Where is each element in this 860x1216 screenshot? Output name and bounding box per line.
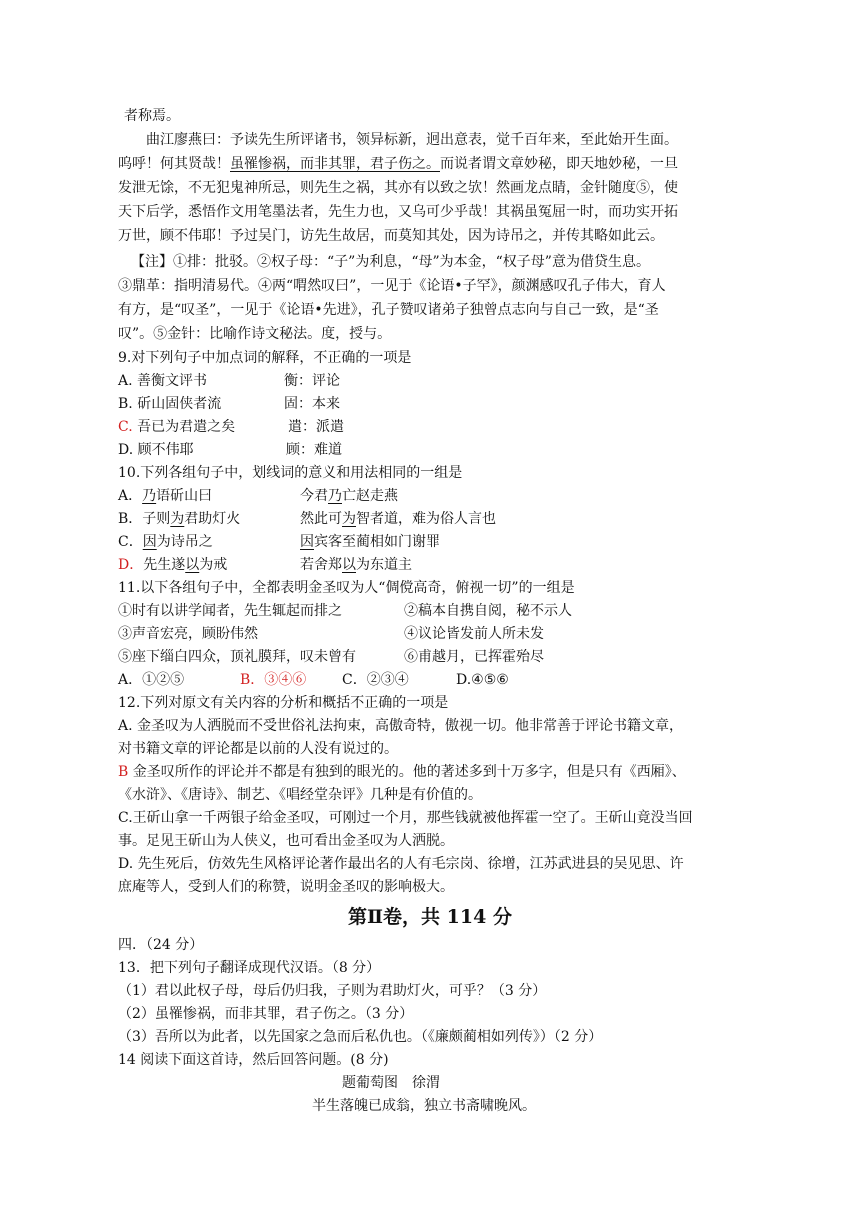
underlined-word: 因 bbox=[300, 534, 314, 550]
q12-option-c-line-1: C.王斫山拿一千两银子给金圣叹，可刚过一个月，那些钱就被他挥霍一空了。王斫山竟没当回 bbox=[118, 810, 693, 826]
passage-line-3-end: 而说者谓文章妙秘，即天地妙秘，一旦 bbox=[440, 156, 678, 172]
q11-item-3: ③声音宏亮，顾盼伟然 bbox=[118, 626, 258, 642]
note-line-1: 【注】①排：批驳。②权子母：“子”为利息，“母”为本金，“权子母”意为借贷生息。 bbox=[131, 254, 650, 270]
option-text: 吾已为君遣之矣 bbox=[137, 419, 236, 435]
q9-gloss-c: 遣：派遣 bbox=[288, 419, 344, 435]
underlined-word: 为 bbox=[342, 511, 356, 527]
note-line-2: ③鼎革：指明清易代。④两“喟然叹曰”，一见于《论语•子罕》，颜渊感叹孔子伟大，育人 bbox=[118, 278, 666, 294]
option-label: A． bbox=[118, 488, 143, 504]
part-four-label: 四．（24 分） bbox=[118, 937, 204, 953]
text-segment: 子则 bbox=[142, 511, 171, 527]
option-text: 斫山固侠者流 bbox=[137, 396, 222, 412]
underlined-word: 乃 bbox=[142, 488, 157, 504]
q14-stem: 14 阅读下面这首诗，然后回答问题。(8 分) bbox=[118, 1052, 389, 1068]
q10-compare-d bbox=[300, 555, 412, 575]
text-segment: 亡赵走燕 bbox=[342, 488, 398, 504]
q13-item-2: （2）虽罹惨祸，而非其罪，君子伤之。（3 分） bbox=[118, 1006, 414, 1022]
section-heading: 第Ⅱ卷，共 114 分 bbox=[348, 906, 512, 928]
q12-option-d-line-2: 庶庵等人，受到人们的称赞，说明金圣叹的影响极大。 bbox=[118, 879, 454, 895]
underlined-sentence: 虽罹惨祸，而非其罪，君子伤之。 bbox=[230, 156, 440, 172]
underlined-word: 因 bbox=[142, 534, 157, 550]
q13-stem: 13．把下列句子翻译成现代汉语。（8 分） bbox=[118, 960, 381, 976]
answer-option-label: C. bbox=[118, 419, 133, 435]
q10-option-c bbox=[118, 532, 213, 552]
text-segment: 语斫山曰 bbox=[156, 488, 213, 504]
q12-option-a-line-1: A. 金圣叹为人洒脱而不受世俗礼法拘束，高傲奇特，傲视一切。他非常善于评论书籍文章， bbox=[118, 718, 684, 734]
q10-option-b bbox=[118, 509, 240, 529]
poem-line-1: 半生落魄已成翁，独立书斋啸晚风。 bbox=[312, 1098, 536, 1114]
q12-option-d-line-1: D. 先生死后，仿效先生风格评论著作最出名的人有毛宗岗、徐增，江苏武进县的吴见思、许 bbox=[118, 856, 684, 872]
answer-option-label: D． bbox=[118, 557, 144, 573]
q13-item-1: （1）君以此权子母，母后仍归我，子则为君助灯火，可乎？（3 分） bbox=[118, 983, 547, 999]
q11-item-4: ④议论皆发前人所未发 bbox=[404, 626, 544, 642]
q12-option-a-line-2: 对书籍文章的评论都是以前的人没有说过的。 bbox=[118, 741, 398, 757]
text-segment: 然此可 bbox=[300, 511, 342, 527]
q12-option-b-line-2: 《水浒》、《唐诗》、制艺、《唱经堂杂评》几种是有价值的。 bbox=[118, 787, 482, 803]
q9-option-c bbox=[118, 417, 235, 437]
text-segment: 为东道主 bbox=[356, 557, 412, 573]
passage-line-4: 发泄无馀，不无犯鬼神所忌，则先生之祸，其亦有以致之欤！然画龙点睛，金针随度⑤，使 bbox=[118, 180, 678, 196]
q11-item-1: ①时有以讲学闻者，先生辄起而排之 bbox=[118, 603, 342, 619]
q9-option-a bbox=[118, 371, 207, 391]
q11-option-c: C．②③④ bbox=[342, 672, 409, 688]
q12-stem: 12.下列对原文有关内容的分析和概括不正确的一项是 bbox=[118, 695, 449, 711]
q9-gloss-b: 固：本来 bbox=[284, 396, 340, 412]
q9-option-b bbox=[118, 394, 221, 414]
q11-item-6: ⑥甫越月，已挥霍殆尽 bbox=[404, 649, 544, 665]
text-segment: 先生遂 bbox=[143, 557, 186, 573]
passage-line-5: 天下后学，悉悟作文用笔墨法者，先生力也，又乌可少乎哉！其祸虽冤屈一时，而功实开拓 bbox=[118, 204, 678, 220]
option-label: D. bbox=[118, 442, 134, 458]
option-label: B． bbox=[118, 511, 143, 527]
text-segment: 智者道，难为俗人言也 bbox=[356, 511, 496, 527]
text-segment: 宾客至蔺相如门谢罪 bbox=[314, 534, 440, 550]
q9-option-d bbox=[118, 440, 194, 460]
option-text: 善衡文评书 bbox=[137, 373, 208, 389]
passage-line-3-start: 呜呼！何其贤哉！ bbox=[118, 156, 230, 172]
passage-line-1: 者称焉。 bbox=[124, 108, 180, 124]
text-segment: 君助灯火 bbox=[184, 511, 241, 527]
passage-line-3 bbox=[118, 154, 678, 174]
q12-option-b-line-1 bbox=[118, 762, 686, 782]
note-line-4: 叹”。⑤金针：比喻作诗文秘法。度，授与。 bbox=[118, 326, 392, 342]
passage-line-6: 万世，顾不伟耶！予过吴门，访先生故居，而莫知其处，因为诗吊之，并传其略如此云。 bbox=[118, 228, 664, 244]
q10-compare-c bbox=[300, 532, 440, 552]
underlined-word: 以 bbox=[185, 557, 200, 573]
q9-gloss-d: 顾：难道 bbox=[286, 442, 342, 458]
option-label: A. bbox=[118, 373, 133, 389]
q9-gloss-a: 衡：评论 bbox=[284, 373, 340, 389]
q10-option-a bbox=[118, 486, 212, 506]
option-text: 顾不伟耶 bbox=[137, 442, 194, 458]
poem-title: 题葡萄图 徐渭 bbox=[342, 1075, 440, 1091]
q11-item-2: ②稿本自携自阅，秘不示人 bbox=[404, 603, 572, 619]
answer-option-label: B bbox=[118, 764, 129, 780]
underlined-word: 为 bbox=[170, 511, 185, 527]
note-line-3: 有方，是“叹圣”，一见于《论语•先进》，孔子赞叹诸弟子独曾点志向与自己一致，是“圣 bbox=[118, 302, 659, 318]
text-segment: 为诗吊之 bbox=[156, 534, 213, 550]
option-label: C． bbox=[118, 534, 143, 550]
option-label: B. bbox=[118, 396, 133, 412]
text-segment: 金圣叹所作的评论并不都是有独到的眼光的。他的著述多到十万多字，但是只有《西厢》、 bbox=[128, 764, 686, 780]
underlined-word: 乃 bbox=[328, 488, 342, 504]
q11-option-a: A．①②⑤ bbox=[118, 672, 185, 688]
text-segment: 为戒 bbox=[199, 557, 228, 573]
q13-item-3: （3）吾所以为此者，以先国家之急而后私仇也。（《廉颇蔺相如列传》）（2 分） bbox=[118, 1029, 603, 1045]
q12-option-c-line-2: 事。足见王斫山为人侠义，也可看出金圣叹为人洒脱。 bbox=[118, 833, 454, 849]
q10-compare-a bbox=[300, 486, 398, 506]
text-segment: 今君 bbox=[300, 488, 328, 504]
q10-option-d bbox=[118, 555, 227, 575]
passage-line-2: 曲江廖燕曰：予读先生所评诸书，领异标新，迥出意表，觉千百年来，至此始开生面。 bbox=[146, 132, 678, 148]
q10-compare-b bbox=[300, 509, 496, 529]
text-segment: 若舍郑 bbox=[300, 557, 342, 573]
q9-stem: 9.对下列句子中加点词的解释，不正确的一项是 bbox=[118, 350, 412, 366]
q11-option-d: D.④⑤⑥ bbox=[456, 672, 509, 688]
q11-option-b-answer: B．③④⑥ bbox=[240, 672, 307, 688]
q10-stem: 10.下列各组句子中，划线词的意义和用法相同的一组是 bbox=[118, 465, 463, 481]
q11-item-5: ⑤座下缁白四众，顶礼膜拜，叹未曾有 bbox=[118, 649, 356, 665]
underlined-word: 以 bbox=[342, 557, 356, 573]
q11-stem: 11.以下各组句子中，全都表明金圣叹为人“倜傥高奇，俯视一切”的一组是 bbox=[118, 580, 575, 596]
